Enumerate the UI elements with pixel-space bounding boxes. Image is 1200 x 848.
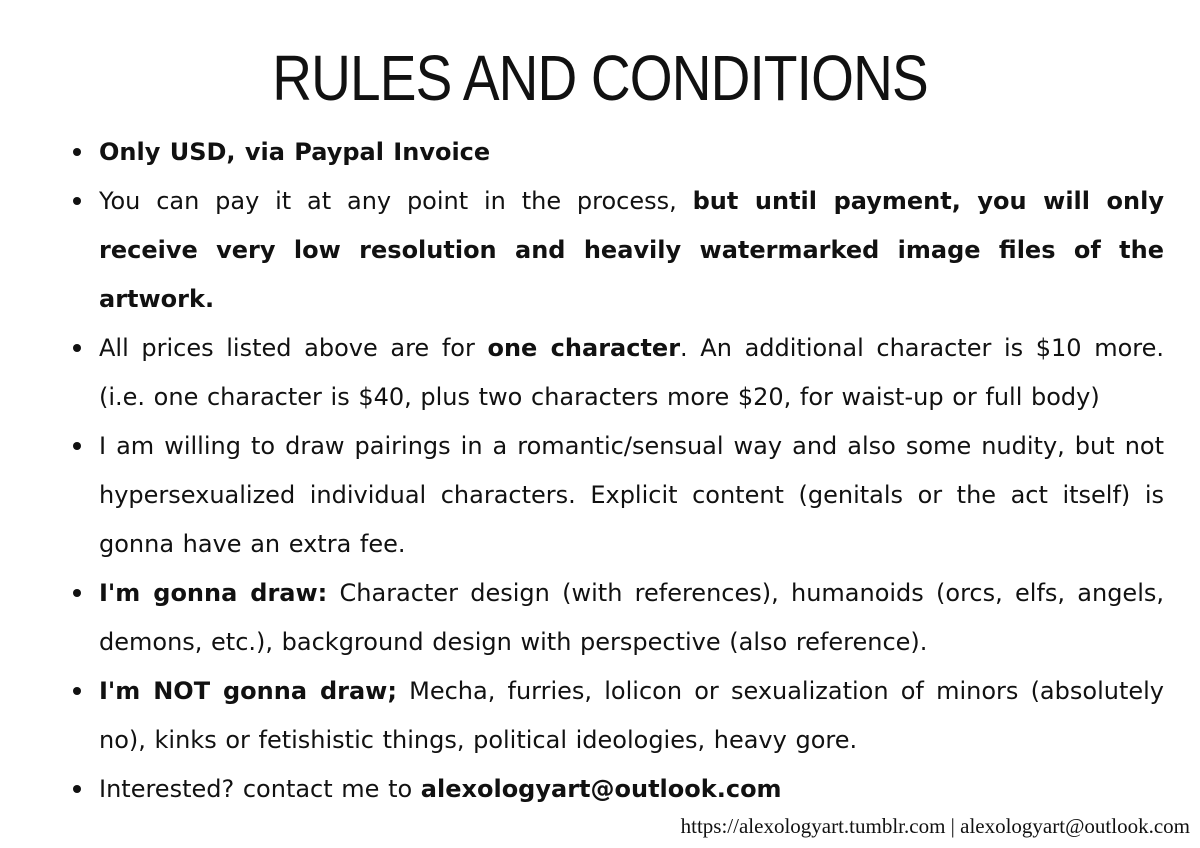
bullet-dot-icon	[73, 785, 81, 793]
rules-list	[70, 128, 1164, 814]
rule-wont-draw-tail: Mecha, furries, lolicon or sexualization of minors (absolutely no), kinks or fetishistic things, political ideologies, heavy gore.	[99, 677, 1164, 754]
contact-email: alexologyart@outlook.com	[420, 775, 782, 803]
rule-will-draw	[70, 569, 1164, 667]
bullet-dot-icon	[73, 148, 81, 156]
rule-pricing-tail: . An additional character is $10 more. (i.e. one character is $40, plus two characters more $20, for waist-up or full body)	[99, 334, 1165, 411]
rule-content	[70, 422, 1164, 569]
rule-payment-lead: You can pay it at any point in the process,	[99, 187, 693, 215]
rule-payment	[70, 177, 1164, 324]
rule-currency	[70, 128, 1164, 177]
rule-payment-bold: but until payment, you will only receive very low resolution and heavily watermarked image files of the artwork.	[99, 187, 1165, 313]
rule-wont-draw-bold: I'm NOT gonna draw;	[99, 677, 397, 705]
bullet-dot-icon	[73, 589, 81, 597]
rule-currency-bold: Only USD, via Paypal Invoice	[99, 138, 491, 166]
rule-content-text: I am willing to draw pairings in a romantic/sensual way and also some nudity, but not hypersexualized individual characters. Explicit content (genitals or the act itself) is gonna have an extra fee.	[99, 432, 1164, 558]
rule-contact	[70, 765, 1164, 814]
bullet-dot-icon	[73, 687, 81, 695]
rule-pricing-bold: one character	[487, 334, 681, 362]
bullet-dot-icon	[73, 344, 81, 352]
bullet-dot-icon	[73, 442, 81, 450]
footer-links: https://alexologyart.tumblr.com | alexologyart@outlook.com	[680, 814, 1190, 838]
page-title: RULES AND CONDITIONS	[272, 42, 928, 114]
rule-pricing	[70, 324, 1164, 422]
rule-will-draw-tail: Character design (with references), humanoids (orcs, elfs, angels, demons, etc.), background design with perspective (also reference).	[99, 579, 1164, 656]
bullet-dot-icon	[73, 197, 81, 205]
rule-will-draw-bold: I'm gonna draw:	[99, 579, 328, 607]
rule-pricing-lead: All prices listed above are for	[99, 334, 488, 362]
rule-contact-lead: Interested? contact me to	[99, 775, 421, 803]
rule-wont-draw	[70, 667, 1164, 765]
